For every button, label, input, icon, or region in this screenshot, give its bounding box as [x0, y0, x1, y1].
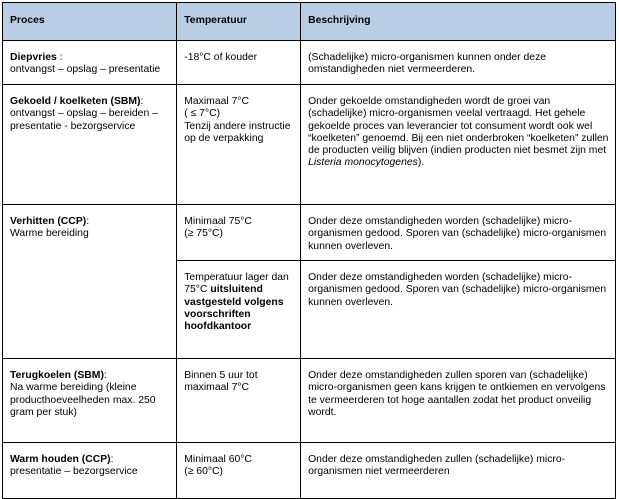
table-row: [3, 41, 616, 85]
temperatuur-cell: Maximaal 7°C ( ≤ 7°C) Tenzij andere instructie op de verpakking: [177, 85, 301, 205]
beschrijving-cell: Onder deze omstandigheden worden (schadelijke) micro-organismen gedood. Sporen van (schadelijke) micro-organismen kunnen overleven.: [301, 205, 616, 261]
proces-cell: Warm houden (CCP): presentatie – bezorgservice: [3, 443, 177, 499]
temperatuur-cell: Minimaal 75°C (≥ 75°C): [177, 205, 301, 261]
proces-title: Gekoeld / koelketen (SBM): [10, 96, 141, 107]
proces-cell: Verhitten (CCP): Warme bereiding: [3, 205, 177, 359]
beschrijving-cell: (Schadelijke) micro-organismen kunnen onder deze omstandigheden niet vermeerderen.: [301, 41, 616, 85]
temperatuur-cell: -18°C of kouder: [177, 41, 301, 85]
proces-cell: Terugkoelen (SBM): Na warme bereiding (kleine producthoeveelheden max. 250 gram per stuk): [3, 359, 177, 443]
beschrijving-cell: Onder deze omstandigheden zullen sporen van (schadelijke) micro-organismen geen kans krijgen te ontkiemen en vervolgens te vermeerderen tot hoge aantallen zodat het product onveilig wordt.: [301, 359, 616, 443]
beschrijving-cell: Onder deze omstandigheden zullen (schadelijke) micro-organismen niet vermeerderen: [301, 443, 616, 499]
beschrijving-cell: Onder gekoelde omstandigheden wordt de groei van (schadelijke) micro-organismen veelal vertraagd. Het gehele gekoelde proces van leverancier tot consument wordt ook wel “koelketen” genoemd. Bij een niet onderbroken “koelketen” zullen de producten veilig blijven (indien producten niet besmet zijn met Listeria monocytogenes).: [301, 85, 616, 205]
table-row: [3, 205, 616, 261]
proces-cell: Gekoeld / koelketen (SBM): ontvangst – opslag – bereiden – presentatie - bezorgservice: [3, 85, 177, 205]
proces-title: Diepvries: [10, 52, 57, 63]
table-row: [3, 443, 616, 499]
proces-title: Warm houden (CCP): [10, 454, 111, 465]
header-temperatuur: Temperatuur: [177, 3, 301, 41]
proces-title: Terugkoelen (SBM): [10, 370, 104, 381]
table-row: [3, 359, 616, 443]
process-table: [2, 2, 616, 499]
temperatuur-cell: Minimaal 60°C (≥ 60°C): [177, 443, 301, 499]
proces-sub: presentatie – bezorgservice: [10, 466, 138, 478]
proces-sub: ontvangst – opslag – presentatie: [10, 64, 161, 76]
proces-sub: ontvangst – opslag – bereiden – presentatie - bezorgservice: [10, 108, 158, 132]
proces-cell: Diepvries : ontvangst – opslag – presentatie: [3, 41, 177, 85]
temperatuur-cell: Binnen 5 uur tot maximaal 7°C: [177, 359, 301, 443]
temperatuur-cell: Temperatuur lager dan 75°C uitsluitend vastgesteld volgens voorschriften hoofdkantoor: [177, 261, 301, 359]
proces-title: Verhitten (CCP): [10, 216, 87, 227]
proces-sub: Warme bereiding: [10, 228, 89, 240]
beschrijving-cell: Onder deze omstandigheden worden (schadelijke) micro-organismen gedood. Sporen van (schadelijke) micro-organismen kunnen overleven.: [301, 261, 616, 359]
table-header-row: [3, 3, 616, 41]
header-proces: Proces: [3, 3, 177, 41]
header-beschrijving: Beschrijving: [301, 3, 616, 41]
proces-sub: Na warme bereiding (kleine producthoeveelheden max. 250 gram per stuk): [10, 382, 156, 418]
table-row: [3, 85, 616, 205]
